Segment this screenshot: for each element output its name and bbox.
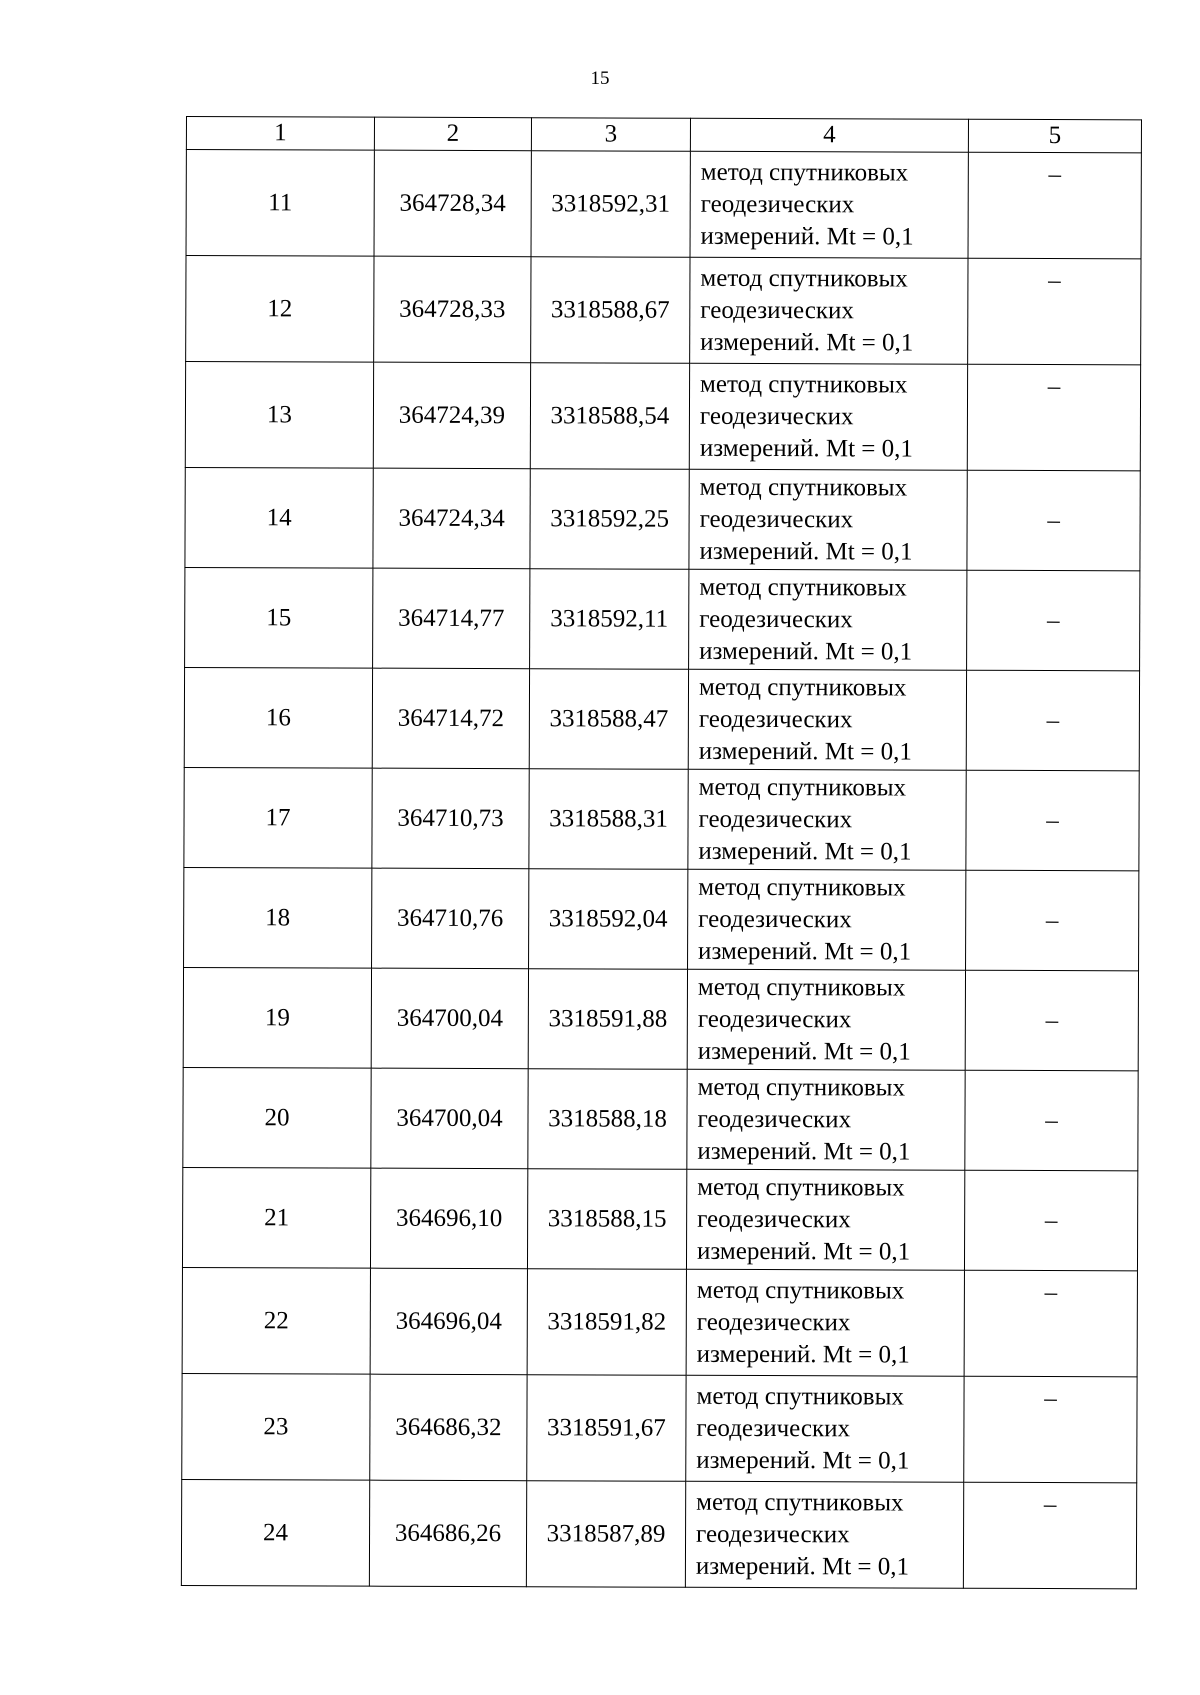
method-line: измерений. Mt = 0,1 <box>699 434 913 463</box>
method-line: геодезических <box>699 605 853 633</box>
method-line: метод спутниковых <box>696 1276 905 1305</box>
note-cell: – <box>966 770 1139 871</box>
method-line: измерений. Mt = 0,1 <box>699 637 913 666</box>
point-number-cell: 21 <box>182 1167 370 1268</box>
method-line: измерений. Mt = 0,1 <box>698 837 912 866</box>
y-coordinate-cell: 3318592,31 <box>531 151 690 258</box>
x-coordinate-cell: 364700,04 <box>371 1068 528 1169</box>
method-line: геодезических <box>699 505 854 533</box>
note-cell: – <box>967 364 1140 471</box>
note-cell: – <box>966 870 1139 971</box>
point-number-cell: 23 <box>182 1373 370 1480</box>
method-line: геодезических <box>698 705 853 733</box>
method-line: измерений. Mt = 0,1 <box>698 737 912 766</box>
x-coordinate-cell: 364686,32 <box>370 1374 527 1481</box>
point-number-cell: 18 <box>184 867 372 968</box>
method-line: геодезических <box>698 905 852 933</box>
y-coordinate-cell: 3318588,67 <box>531 257 690 364</box>
method-line: геодезических <box>697 1005 852 1033</box>
method-line: измерений. Mt = 0,1 <box>697 1037 911 1066</box>
method-line: геодезических <box>697 1105 852 1133</box>
coordinates-table <box>181 116 1142 1589</box>
method-cell <box>687 1069 965 1170</box>
y-coordinate-cell: 3318588,54 <box>530 363 689 470</box>
column-header: 3 <box>531 118 690 152</box>
page-number: 15 <box>590 68 610 89</box>
x-coordinate-cell: 364724,34 <box>373 468 530 569</box>
method-cell <box>686 1269 964 1376</box>
table-row <box>185 567 1140 670</box>
note-cell: – <box>967 570 1140 671</box>
method-line: метод спутниковых <box>699 473 908 502</box>
point-number-cell: 16 <box>184 667 372 768</box>
point-number-cell: 14 <box>185 467 373 568</box>
method-cell <box>689 469 967 570</box>
method-line: метод спутниковых <box>698 673 907 702</box>
method-line: измерений. Mt = 0,1 <box>695 1552 910 1581</box>
note-cell: – <box>968 152 1141 259</box>
method-line: геодезических <box>700 296 854 324</box>
table-row <box>186 256 1141 365</box>
method-line: измерений. Mt = 0,1 <box>696 1340 910 1369</box>
method-line: геодезических <box>697 1205 851 1233</box>
y-coordinate-cell: 3318588,31 <box>529 769 688 870</box>
table-row <box>186 150 1141 259</box>
table-row <box>182 1267 1137 1376</box>
note-cell: – <box>965 1070 1138 1171</box>
method-line: метод спутниковых <box>700 264 908 293</box>
table-row <box>185 467 1140 570</box>
x-coordinate-cell: 364696,10 <box>370 1168 527 1269</box>
method-line: измерений. Mt = 0,1 <box>697 1137 911 1166</box>
y-coordinate-cell: 3318591,88 <box>528 969 687 1070</box>
method-line: метод спутниковых <box>696 1382 904 1411</box>
point-number-cell: 15 <box>185 567 373 668</box>
x-coordinate-cell: 364696,04 <box>370 1268 527 1375</box>
x-coordinate-cell: 364724,39 <box>373 362 530 469</box>
method-line: геодезических <box>698 805 853 833</box>
column-header: 5 <box>968 119 1141 153</box>
method-cell <box>686 1375 964 1482</box>
note-cell: – <box>963 1482 1136 1589</box>
method-line: метод спутниковых <box>697 1073 906 1102</box>
table-row <box>184 767 1139 870</box>
method-cell <box>687 969 965 1070</box>
table-header-row <box>186 117 1141 153</box>
method-line: измерений. Mt = 0,1 <box>696 1237 911 1266</box>
point-number-cell: 19 <box>183 967 371 1068</box>
x-coordinate-cell: 364710,73 <box>372 768 529 869</box>
method-line: метод спутниковых <box>697 1173 905 1202</box>
y-coordinate-cell: 3318588,15 <box>527 1169 686 1270</box>
method-line: измерений. Mt = 0,1 <box>698 937 912 966</box>
method-cell <box>688 669 966 770</box>
table-row <box>183 967 1138 1070</box>
point-number-cell: 13 <box>185 362 373 469</box>
table-row <box>183 1067 1138 1170</box>
column-header: 4 <box>690 118 968 152</box>
note-cell: – <box>964 1170 1137 1271</box>
note-cell: – <box>967 470 1140 571</box>
x-coordinate-cell: 364728,34 <box>374 150 531 257</box>
method-cell <box>685 1481 963 1588</box>
method-cell <box>690 257 968 364</box>
method-line: метод спутниковых <box>697 973 906 1002</box>
method-line: метод спутниковых <box>698 873 906 902</box>
y-coordinate-cell: 3318591,67 <box>527 1375 686 1482</box>
table-row <box>182 1167 1137 1270</box>
method-cell <box>689 363 967 470</box>
x-coordinate-cell: 364714,72 <box>372 668 529 769</box>
table-row <box>181 1479 1136 1588</box>
method-line: метод спутниковых <box>699 573 907 602</box>
method-cell <box>689 569 967 670</box>
method-cell <box>686 1169 964 1270</box>
note-cell: – <box>968 258 1141 365</box>
method-line: геодезических <box>696 1308 851 1336</box>
table-row <box>185 362 1140 471</box>
method-line: измерений. Mt = 0,1 <box>699 537 913 566</box>
note-cell: – <box>964 1270 1137 1377</box>
y-coordinate-cell: 3318592,11 <box>530 569 689 670</box>
x-coordinate-cell: 364728,33 <box>374 256 531 363</box>
y-coordinate-cell: 3318588,47 <box>529 669 688 770</box>
column-header: 1 <box>186 117 374 151</box>
column-header: 2 <box>374 117 531 151</box>
method-line: метод спутниковых <box>696 1488 904 1517</box>
point-number-cell: 11 <box>186 150 374 257</box>
method-line: измерений. Mt = 0,1 <box>700 222 914 251</box>
table-row <box>184 667 1139 770</box>
method-line: геодезических <box>699 402 854 430</box>
note-cell: – <box>965 970 1138 1071</box>
method-line: измерений. Mt = 0,1 <box>700 328 914 357</box>
method-line: метод спутниковых <box>700 370 908 399</box>
y-coordinate-cell: 3318588,18 <box>528 1069 687 1170</box>
x-coordinate-cell: 364686,26 <box>369 1480 526 1587</box>
point-number-cell: 22 <box>182 1267 370 1374</box>
note-cell: – <box>964 1376 1137 1483</box>
y-coordinate-cell: 3318592,04 <box>529 869 688 970</box>
method-cell <box>688 869 966 970</box>
point-number-cell: 12 <box>186 256 374 363</box>
x-coordinate-cell: 364710,76 <box>372 868 529 969</box>
point-number-cell: 20 <box>183 1067 371 1168</box>
table-row <box>182 1373 1137 1482</box>
method-line: геодезических <box>696 1414 851 1442</box>
table-row <box>184 867 1139 970</box>
y-coordinate-cell: 3318591,82 <box>527 1269 686 1376</box>
method-line: метод спутниковых <box>698 773 907 802</box>
x-coordinate-cell: 364714,77 <box>373 568 530 669</box>
point-number-cell: 17 <box>184 767 372 868</box>
point-number-cell: 24 <box>181 1479 369 1586</box>
method-line: измерений. Mt = 0,1 <box>696 1446 910 1475</box>
method-cell <box>690 151 968 258</box>
method-cell <box>688 769 966 870</box>
note-cell: – <box>966 670 1139 771</box>
method-line: метод спутниковых <box>700 158 909 187</box>
x-coordinate-cell: 364700,04 <box>371 968 528 1069</box>
method-line: геодезических <box>696 1520 850 1548</box>
table-body <box>181 117 1141 1589</box>
y-coordinate-cell: 3318592,25 <box>530 469 689 570</box>
method-line: геодезических <box>700 190 855 218</box>
y-coordinate-cell: 3318587,89 <box>526 1481 685 1588</box>
